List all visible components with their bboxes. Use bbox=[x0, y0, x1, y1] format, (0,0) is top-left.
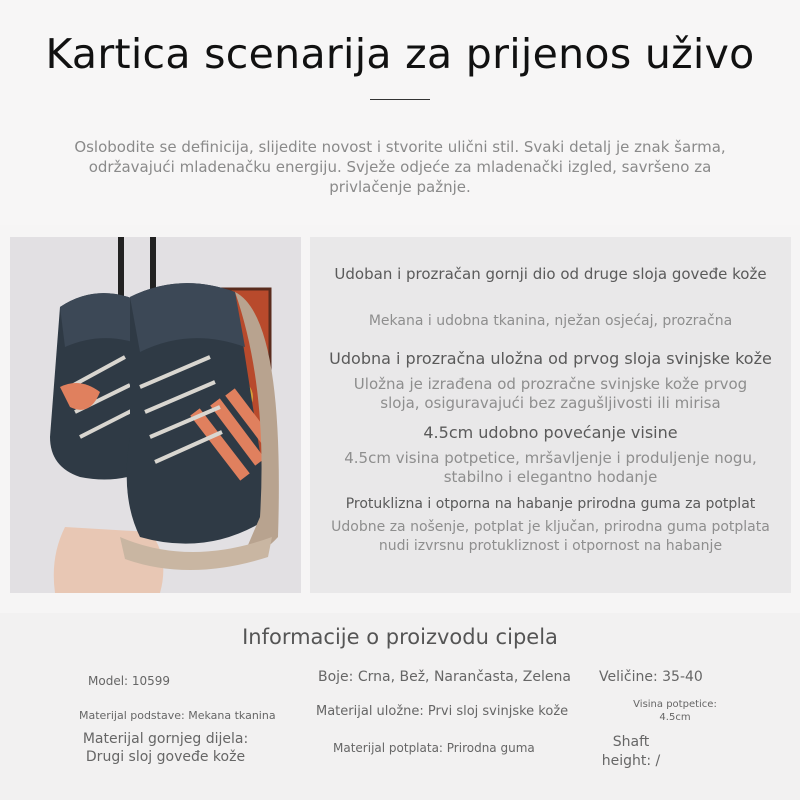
product-info-title: Informacije o proizvodu cipela bbox=[242, 625, 558, 649]
spec-lining-material: Materijal podstave: Mekana tkanina bbox=[79, 709, 276, 722]
spec-shaft-height: Shaft height: / bbox=[601, 734, 661, 769]
feature-heading: Protuklizna i otporna na habanje prirodna guma za potplat bbox=[345, 496, 756, 512]
sneaker-illustration bbox=[10, 237, 301, 593]
spec-sizes: Veličine: 35-40 bbox=[599, 669, 703, 685]
feature-text: 4.5cm visina potpetice, mršavljenje i produljenje nogu, stabilno i elegantno hodanje bbox=[344, 449, 757, 486]
features-panel bbox=[310, 237, 791, 593]
spec-insole-material: Materijal uložne: Prvi sloj svinjske kože bbox=[316, 704, 569, 719]
header-section bbox=[0, 0, 800, 225]
spec-upper-material: Materijal gornjeg dijela: Drugi sloj goveđe kože bbox=[82, 731, 249, 765]
feature-heading: 4.5cm udobno povećanje visine bbox=[423, 423, 678, 442]
feature-text: Udobne za nošenje, potplat je ključan, prirodna guma potplata nudi izvrsnu protukliznost i otpornost na habanje bbox=[331, 519, 770, 554]
intro-text: Oslobodite se definicija, slijedite novost i stvorite ulični stil. Svaki detalj je znak šarma, održavajući mladenačku energiju. Svježe odjeće za mladenački izgled, savršeno za privlačenje pažnje. bbox=[74, 138, 726, 196]
spec-sole-material: Materijal potplata: Prirodna guma bbox=[333, 741, 535, 755]
feature-heading: Udoban i prozračan gornji dio od druge sloja goveđe kože bbox=[334, 265, 767, 283]
feature-heading: Udobna i prozračna uložna od prvog sloja svinjske kože bbox=[329, 349, 772, 368]
product-photo bbox=[10, 237, 301, 593]
spec-colors: Boje: Crna, Bež, Narančasta, Zelena bbox=[318, 669, 571, 685]
page-title: Kartica scenarija za prijenos uživo bbox=[45, 30, 755, 78]
product-info-section bbox=[0, 613, 800, 800]
spec-heel-height: Visina potpetice: 4.5cm bbox=[633, 699, 717, 723]
feature-text: Mekana i udobna tkanina, nježan osjećaj, prozračna bbox=[368, 313, 733, 329]
spec-model: Model: 10599 bbox=[88, 674, 171, 688]
feature-text: Uložna je izrađena od prozračne svinjske kože prvog sloja, osiguravajući bez zagušljivosti ili mirisa bbox=[353, 375, 748, 412]
title-divider bbox=[370, 99, 430, 100]
